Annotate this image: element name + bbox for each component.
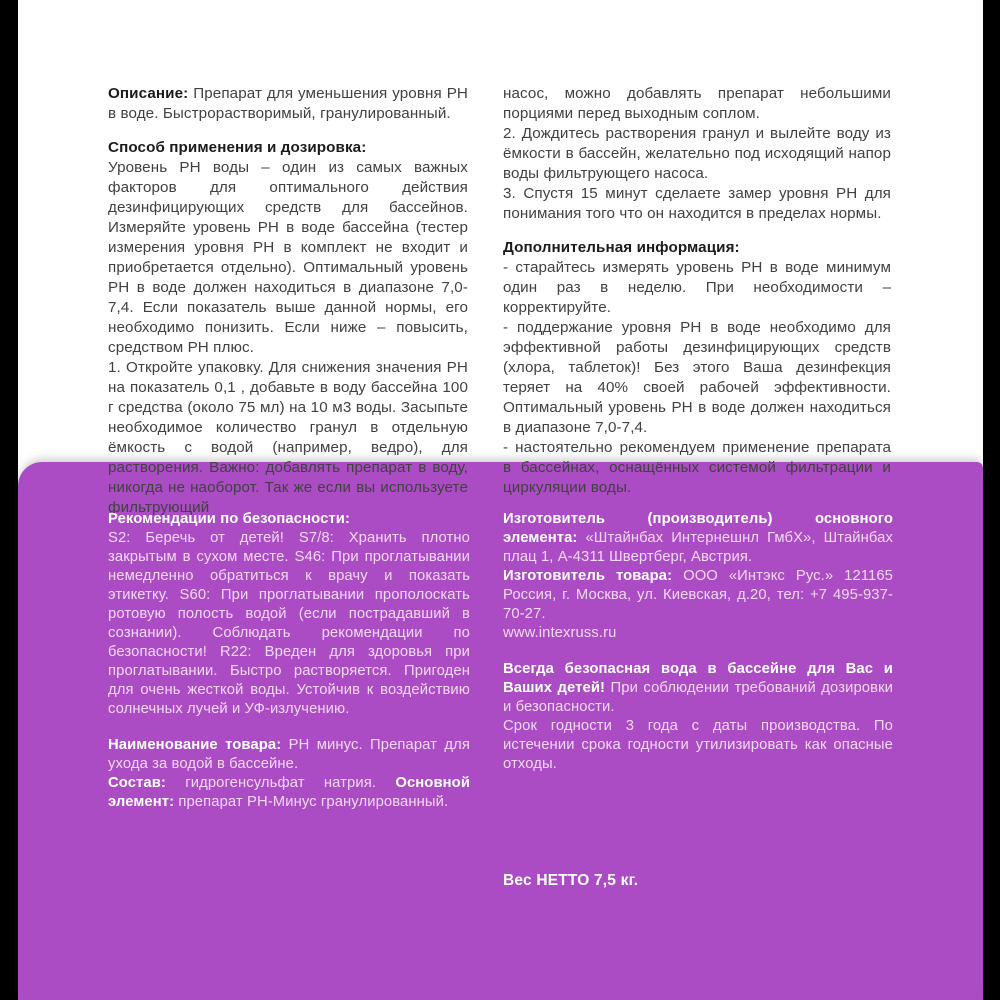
usage-intro-text: Уровень PH воды – один из самых важных факторов для оптимального действия дезинфицирующих средств для бассейнов. Измеряйте уровень PH в воде бассейна (тестер измерения уровня PH в комплект не входит и приобретается отдельно). Оптимальный уровень PH в воде должен находиться в диапазоне 7,0-7,4. Если показатель выше данной нормы, его необходимо понизить. Если ниже – повысить, средством PH плюс.: [108, 159, 468, 356]
manufacturer-product-label: Изготовитель товара:: [503, 568, 673, 584]
usage-heading: Способ применения и дозировка:: [108, 139, 367, 156]
usage-step-1-continued-text: насос, можно добавлять препарат небольшими порциями перед выходным соплом.: [503, 85, 891, 122]
usage-step-2-text: 2. Дождитесь растворения гранул и вылейте воду из ёмкости в бассейн, желательно под исходящий напор воды фильтрующего насоса.: [503, 125, 891, 182]
shelf-life-text: Срок годности 3 года с даты производства. По истечении срока годности утилизировать как опасные отходы.: [503, 718, 893, 772]
description-text: Препарат для уменьшения уровня PH в воде. Быстрорастворимый, гранулированный.: [108, 85, 468, 122]
usage-step-1-text: 1. Откройте упаковку. Для снижения значения PH на показатель 0,1 , добавьте в воду бассейна 100 г средства (около 75 мл) на 10 м3 воды. Засыпьте необходимое количество гранул в отдельную ёмкость с водой (например, ведро), для растворения. Важно: добавлять препарат в воду, никогда не наоборот. Так же если вы используете фильтрующий: [108, 359, 468, 516]
additional-info-heading: Дополнительная информация:: [503, 239, 740, 256]
composition-label: Состав:: [108, 775, 166, 791]
manufacturer-element-text: «Штайнбах Интернешнл ГмбХ», Штайнбах плац 1, A-4311 Швертберг, Австрия.: [503, 530, 893, 565]
manufacturer-element-label: Изготовитель (производитель) основного элемента:: [503, 511, 893, 546]
net-weight-text: Вес НЕТТО 7,5 кг.: [503, 872, 639, 889]
description-label: Описание:: [108, 85, 189, 102]
safety-heading: Рекомендации по безопасности:: [108, 511, 350, 527]
slogan-label: Всегда безопасная вода в бассейне для Вас и Ваших детей!: [503, 661, 893, 696]
main-element-label: Основной элемент:: [108, 775, 471, 810]
product-name-paragraph: [108, 736, 470, 774]
purple-section-left-column: [108, 510, 470, 812]
website-text: www.intexruss.ru: [503, 625, 617, 641]
photo-left-black-edge: [0, 0, 18, 1000]
main-element-text: препарат PH-Минус гранулированный.: [178, 794, 449, 810]
product-name-text: PH минус. Препарат для ухода за водой в бассейне.: [108, 737, 470, 772]
manufacturer-product-text: ООО «Интэкс Рус.» 121165 Россия, г. Москва, ул. Киевская, д.20, тел: +7 495-937-70-27.: [503, 568, 894, 622]
photo-right-black-edge: [983, 0, 1000, 1000]
composition-text: гидрогенсульфат натрия.: [185, 775, 377, 791]
white-section-left-column: [108, 84, 468, 518]
additional-info-item: - настоятельно рекомендуем применение препарата в бассейнах, оснащённых системой фильтрации и циркуляции воды.: [503, 439, 891, 496]
composition-paragraph: [108, 774, 470, 812]
product-name-label: Наименование товара:: [108, 737, 282, 753]
additional-info-item: - старайтесь измерять уровень PH в воде минимум один раз в неделю. При необходимости – корректируйте.: [503, 259, 891, 316]
description-paragraph: [108, 84, 468, 124]
additional-info-item: - поддержание уровня PH в воде необходимо для эффективной работы дезинфицирующих средств (хлора, таблеток)! Без этого Ваша дезинфекция теряет на 40% своей рабочей эффективности. Оптимальный уровень PH в воде должен находиться в диапазоне 7,0-7,4.: [503, 319, 891, 436]
purple-section-right-column: [503, 510, 893, 774]
manufacturer-product-paragraph: [503, 567, 893, 624]
manufacturer-element-paragraph: [503, 510, 893, 567]
slogan-paragraph: [503, 660, 893, 717]
slogan-text: При соблюдении требований дозировки и безопасности.: [503, 680, 894, 715]
safety-text: S2: Беречь от детей! S7/8: Хранить плотно закрытым в сухом месте. S46: При проглатывании немедленно обратиться к врачу и показать этикетку. S60: При проглатывании прополоскать ротовую полость водой (если пострадавший в сознании). Соблюдать рекомендации по безопасности! R22: Вреден для здоровья при проглатывании. Быстро растворяется. Пригоден для очень жесткой воды. Устойчив к воздействию солнечных лучей и УФ-излучению.: [108, 530, 470, 717]
white-section-right-column: [503, 84, 891, 498]
usage-step-3-text: 3. Спустя 15 минут сделаете замер уровня PH для понимания того что он находится в пределах нормы.: [503, 185, 891, 222]
